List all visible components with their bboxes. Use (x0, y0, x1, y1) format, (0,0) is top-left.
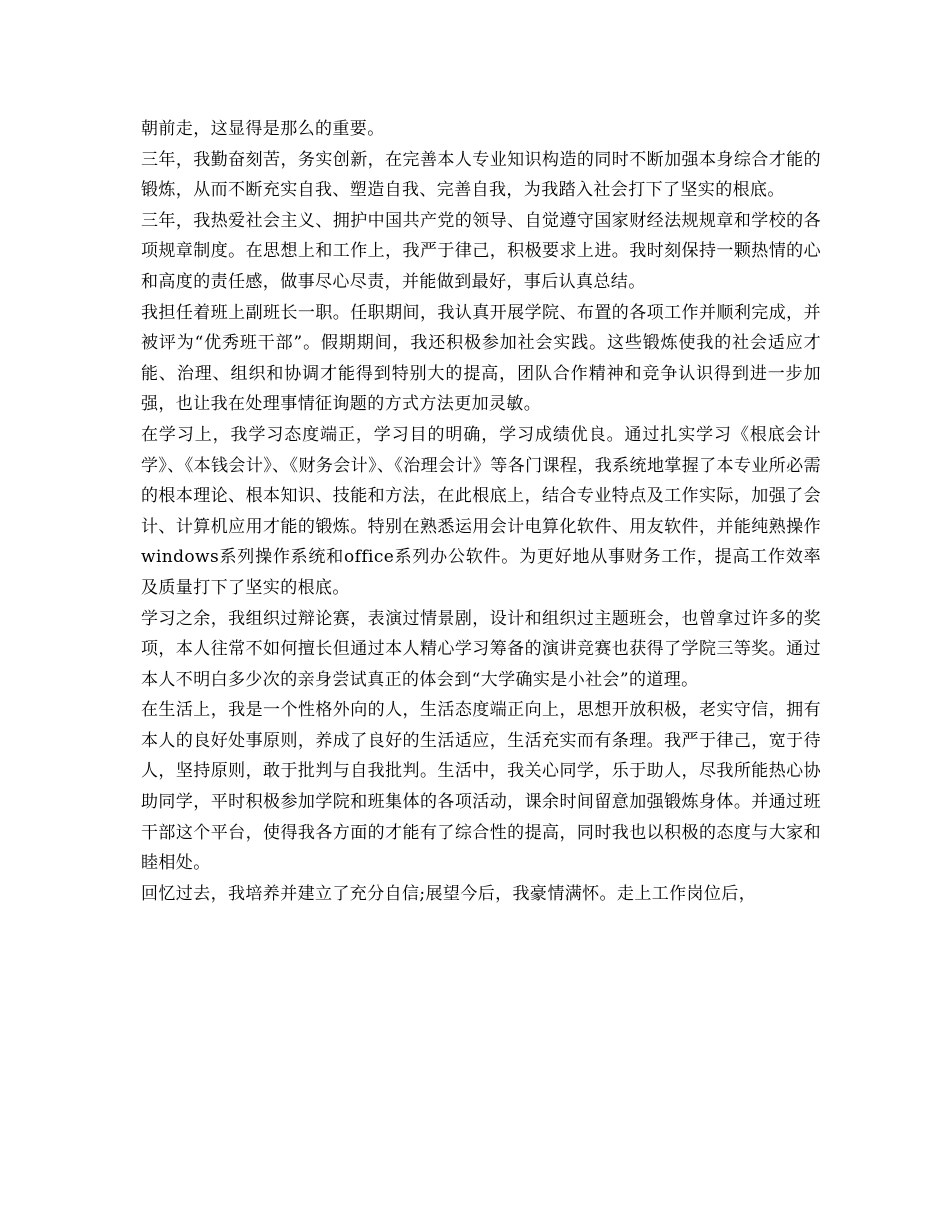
paragraph-outlook: 回忆过去，我培养并建立了充分自信;展望今后，我豪情满怀。走上工作岗位后， (141, 883, 757, 904)
paragraph-self-improvement: 三年，我勤奋刻苦，务实创新，在完善本人专业知识构造的同时不断加强本身综合才能的锻炼，从而不断充实自我、塑造自我、完善自我，为我踏入社会打下了坚实的根底。 (141, 149, 821, 201)
paragraph-class-leader: 我担任着班上副班长一职。任职期间，我认真开展学院、布置的各项工作并顺利完成，并被评为“优秀班干部”。假期期间，我还积极参加社会实践。这些锻炼使我的社会适应才能、治理、组织和协调才能得到特别大的提高，团队合作精神和竞争认识得到进一步加强，也让我在处理事情征询题的方式方法更加灵敏。 (141, 302, 821, 415)
paragraph-activities: 学习之余，我组织过辩论赛，表演过情景剧，设计和组织过主题班会，也曾拿过许多的奖项，本人往常不如何擅长但通过本人精心学习筹备的演讲竞赛也获得了学院三等奖。通过本人不明白多少次的亲身尝试真正的体会到“大学确实是小社会”的道理。 (141, 608, 821, 690)
document-body (141, 114, 821, 909)
paragraph-life: 在生活上，我是一个性格外向的人，生活态度端正向上，思想开放积极，老实守信，拥有本人的良好处事原则，养成了良好的生活适应，生活充实而有条理。我严于律己，宽于待人，坚持原则，敢于批判与自我批判。生活中，我关心同学，乐于助人，尽我所能热心协助同学，平时积极参加学院和班集体的各项活动，课余时间留意加强锻炼身体。并通过班干部这个平台，使得我各方面的才能有了综合性的提高，同时我也以积极的态度与大家和睦相处。 (141, 700, 821, 874)
paragraph-study: 在学习上，我学习态度端正，学习目的明确，学习成绩优良。通过扎实学习《根底会计学》、《本钱会计》、《财务会计》、《治理会计》等各门课程，我系统地掌握了本专业所必需的根本理论、根本知识、技能和方法，在此根底上，结合专业特点及工作实际，加强了会计、计算机应用才能的锻炼。特别在熟悉运用会计电算化软件、用友软件，并能纯熟操作windows系列操作系统和office系列办公软件。为更好地从事财务工作，提高工作效率及质量打下了坚实的根底。 (141, 424, 821, 598)
paragraph-continuation: 朝前走，这显得是那么的重要。 (141, 119, 385, 139)
paragraph-ideology: 三年，我热爱社会主义、拥护中国共产党的领导、自觉遵守国家财经法规规章和学校的各项规章制度。在思想上和工作上，我严于律己，积极要求上进。我时刻保持一颗热情的心和高度的责任感，做事尽心尽责，并能做到最好，事后认真总结。 (141, 210, 821, 292)
